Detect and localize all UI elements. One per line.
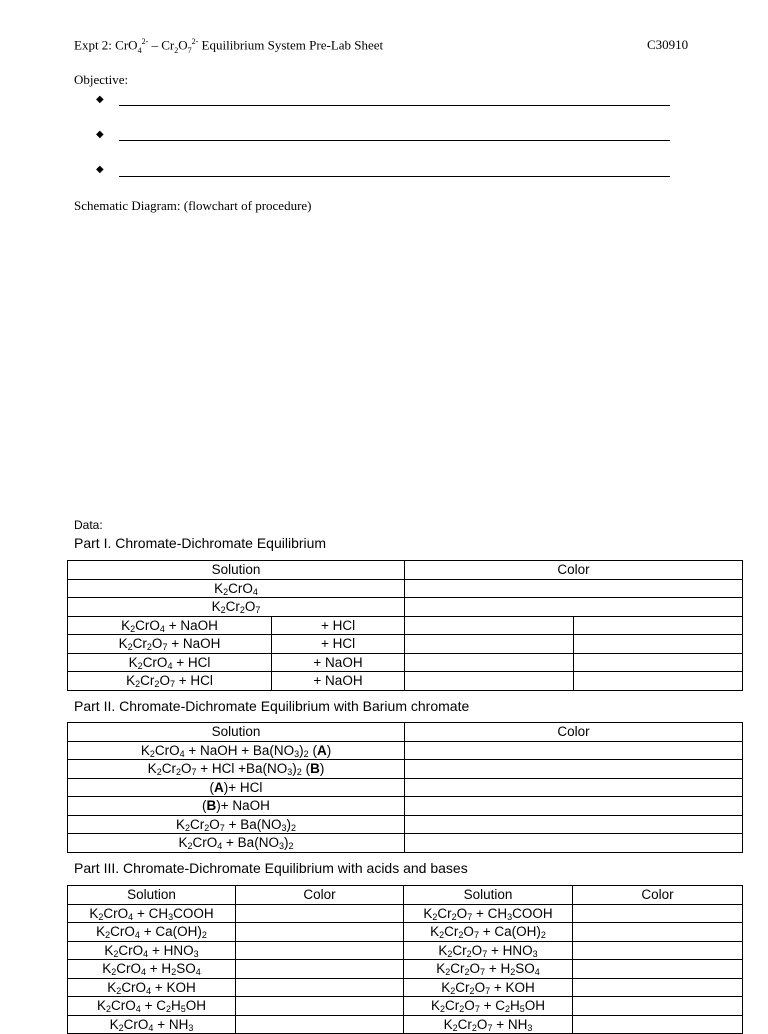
color-cell-left[interactable] xyxy=(236,923,404,942)
schematic-drawing-area[interactable] xyxy=(74,220,694,510)
table-row xyxy=(68,834,743,853)
header-color-right: Color xyxy=(573,886,743,905)
table-row xyxy=(68,635,743,654)
table-row xyxy=(68,797,743,816)
bullet-icon: ◆ xyxy=(96,164,104,175)
color-cell-left[interactable] xyxy=(236,997,404,1016)
solution-cell: $K_2Cr_2O_7$ + HCl xyxy=(68,672,272,691)
bullet-icon: ◆ xyxy=(96,129,104,140)
header-solution-left: Solution xyxy=(68,886,236,905)
reagent-cell: + NaOH xyxy=(272,653,405,672)
solution-cell-left: $K_2CrO_4 + Ca(OH)_2$ xyxy=(68,923,236,942)
solution-cell-right: $K_2Cr_2O_7 + Ca(OH)_2$ xyxy=(404,923,573,942)
color-cell-right[interactable] xyxy=(573,960,743,979)
solution-cell: $K_2Cr_2O_7$ + HCl $+Ba(NO_3)_2$ (B) xyxy=(68,760,405,779)
title-dichromate-sub2: 7 xyxy=(187,45,192,55)
title-chromate-sup: 2- xyxy=(141,37,149,46)
title-chromate: CrO xyxy=(115,37,138,53)
color-cell-right[interactable] xyxy=(573,1015,743,1034)
table-row xyxy=(68,1015,743,1034)
color-cell-after[interactable] xyxy=(574,653,743,672)
color-cell-left[interactable] xyxy=(236,1015,404,1034)
color-cell-left[interactable] xyxy=(236,978,404,997)
solution-cell: (A)+ HCl xyxy=(68,778,405,797)
page-title xyxy=(74,37,383,55)
data-label: Data: xyxy=(74,518,103,532)
objective-line-3[interactable] xyxy=(119,176,670,177)
color-cell[interactable] xyxy=(405,598,743,617)
objective-line-2[interactable] xyxy=(119,140,670,141)
title-prefix: Expt 2: xyxy=(74,37,116,53)
color-cell-after[interactable] xyxy=(574,672,743,691)
color-cell[interactable] xyxy=(405,760,743,779)
color-cell-before[interactable] xyxy=(405,616,574,635)
solution-cell-left: $K_2CrO_4 + H_2SO_4$ xyxy=(68,960,236,979)
table-row xyxy=(68,997,743,1016)
color-cell-after[interactable] xyxy=(574,635,743,654)
solution-cell-right: $K_2Cr_2O_7 + NH_3$ xyxy=(404,1015,573,1034)
table-row xyxy=(68,778,743,797)
bullet-icon: ◆ xyxy=(96,94,104,105)
color-cell-right[interactable] xyxy=(573,941,743,960)
reagent-cell: + HCl xyxy=(272,635,405,654)
solution-cell: $K_2CrO_4 + Ba(NO_3)_2$ xyxy=(68,834,405,853)
table-row xyxy=(68,960,743,979)
solution-cell: $K_2Cr_2O_7 + Ba(NO_3)_2$ xyxy=(68,815,405,834)
part2-table xyxy=(67,722,743,853)
solution-cell-left: $K_2CrO_4$ + KOH xyxy=(68,978,236,997)
header-solution: Solution xyxy=(68,561,405,580)
table-row xyxy=(68,923,743,942)
color-cell[interactable] xyxy=(405,797,743,816)
title-dichromate-sup: 2- xyxy=(191,37,199,46)
schematic-label: Schematic Diagram: (flowchart of procedure) xyxy=(74,198,312,213)
solution-cell: $K_2Cr_2O_7$ + NaOH xyxy=(68,635,272,654)
color-cell-left[interactable] xyxy=(236,941,404,960)
table-row xyxy=(68,598,743,617)
color-cell[interactable] xyxy=(405,834,743,853)
color-cell-left[interactable] xyxy=(236,960,404,979)
solution-cell: $K_2Cr_2O_7$ xyxy=(68,598,405,617)
solution-cell-right: $K_2Cr_2O_7 + HNO_3$ xyxy=(404,941,573,960)
header-color: Color xyxy=(405,561,743,580)
solution-cell-right: $K_2Cr_2O_7 + H_2SO_4$ xyxy=(404,960,573,979)
color-cell-before[interactable] xyxy=(405,672,574,691)
table-row xyxy=(68,579,743,598)
solution-cell: $K_2CrO_4$ xyxy=(68,579,405,598)
table-row xyxy=(68,653,743,672)
color-cell[interactable] xyxy=(405,579,743,598)
part1-title: Part I. Chromate-Dichromate Equilibrium xyxy=(74,535,327,551)
title-dash: – xyxy=(148,37,162,53)
color-cell-right[interactable] xyxy=(573,978,743,997)
color-cell-before[interactable] xyxy=(405,653,574,672)
table-header-row xyxy=(68,561,743,580)
part3-table xyxy=(67,885,743,1034)
table-row xyxy=(68,760,743,779)
table-row xyxy=(68,672,743,691)
course-code: C30910 xyxy=(647,37,689,52)
color-cell-right[interactable] xyxy=(573,923,743,942)
solution-cell-left: $K_2CrO_4 + NH_3$ xyxy=(68,1015,236,1034)
color-cell-left[interactable] xyxy=(236,904,404,923)
solution-cell: $K_2CrO_4$ + NaOH xyxy=(68,616,272,635)
title-suffix: Equilibrium System Pre-Lab Sheet xyxy=(198,37,384,53)
part2-title: Part II. Chromate-Dichromate Equilibrium with Barium chromate xyxy=(74,698,470,714)
color-cell-before[interactable] xyxy=(405,635,574,654)
part3-title: Part III. Chromate-Dichromate Equilibrium with acids and bases xyxy=(74,860,468,876)
header-solution: Solution xyxy=(68,723,405,742)
reagent-cell: + HCl xyxy=(272,616,405,635)
solution-cell: (B)+ NaOH xyxy=(68,797,405,816)
part1-table xyxy=(67,560,743,691)
table-row xyxy=(68,741,743,760)
solution-cell-right: $K_2Cr_2O_7 + C_2H_5OH$ xyxy=(404,997,573,1016)
solution-cell-right: $K_2Cr_2O_7$ + $CH_3COOH$ xyxy=(404,904,573,923)
color-cell-right[interactable] xyxy=(573,997,743,1016)
color-cell[interactable] xyxy=(405,778,743,797)
header-solution-right: Solution xyxy=(404,886,573,905)
solution-cell-left: $K_2CrO_4$ + $CH_3COOH$ xyxy=(68,904,236,923)
solution-cell-left: $K_2CrO_4 + HNO_3$ xyxy=(68,941,236,960)
solution-cell: $K_2CrO_4$ + NaOH + $Ba(NO_3)_2$ (A) xyxy=(68,741,405,760)
table-row xyxy=(68,616,743,635)
color-cell[interactable] xyxy=(405,741,743,760)
title-chromate-sub: 4 xyxy=(137,45,142,55)
color-cell-after[interactable] xyxy=(574,616,743,635)
table-header-row xyxy=(68,886,743,905)
table-row xyxy=(68,941,743,960)
table-row xyxy=(68,904,743,923)
table-row xyxy=(68,978,743,997)
solution-cell: $K_2CrO_4$ + HCl xyxy=(68,653,272,672)
objective-label: Objective: xyxy=(74,72,129,87)
reagent-cell: + NaOH xyxy=(272,672,405,691)
title-dichromate-o: O xyxy=(178,37,188,53)
solution-cell-right: $K_2Cr_2O_7$ + KOH xyxy=(404,978,573,997)
objective-line-1[interactable] xyxy=(119,105,670,106)
solution-cell-left: $K_2CrO_4 + C_2H_5OH$ xyxy=(68,997,236,1016)
table-header-row xyxy=(68,723,743,742)
header-color: Color xyxy=(405,723,743,742)
table-row xyxy=(68,815,743,834)
color-cell-right[interactable] xyxy=(573,904,743,923)
color-cell[interactable] xyxy=(405,815,743,834)
title-dichromate-sub1: 2 xyxy=(174,45,179,55)
header-color-left: Color xyxy=(236,886,404,905)
title-dichromate: Cr xyxy=(161,37,175,53)
